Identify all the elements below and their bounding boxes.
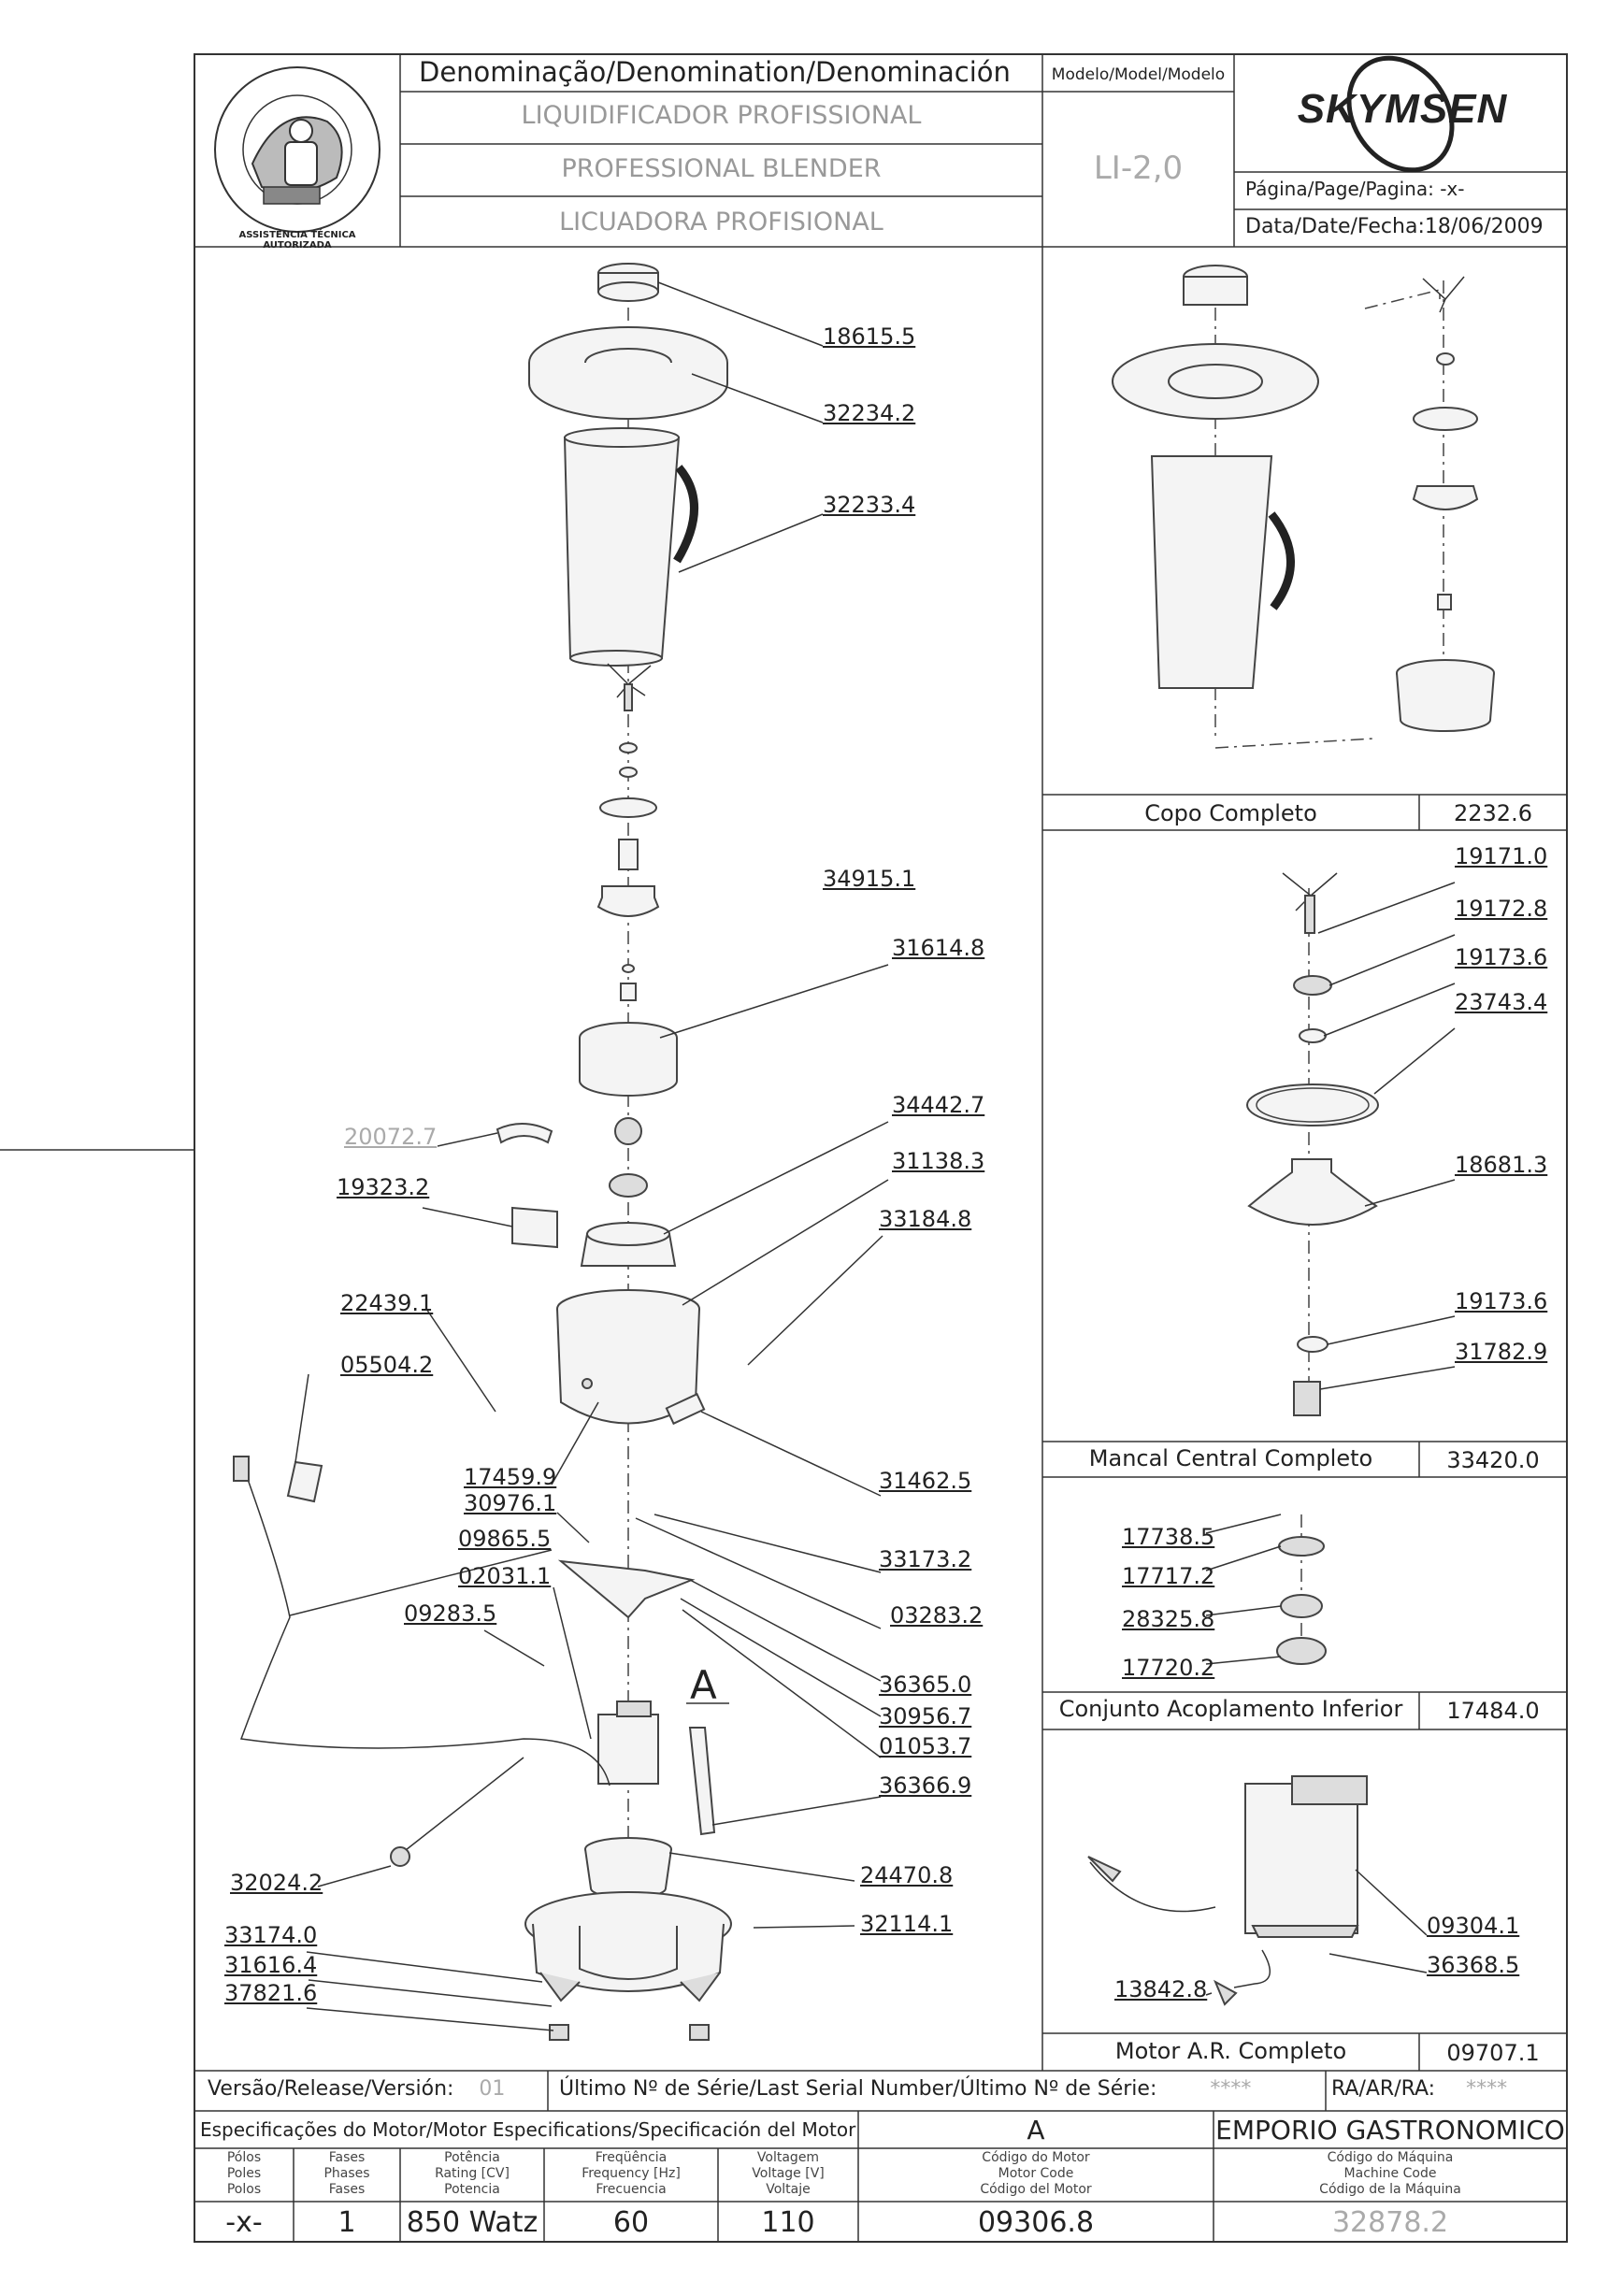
panel-code-copo: 2232.6 [1454, 800, 1532, 826]
spec-header-line: Código do Motor [982, 2150, 1090, 2165]
part-label-36365.0: 36365.0 [879, 1672, 972, 1698]
panel-part-label-17720.2: 17720.2 [1122, 1655, 1215, 1681]
model-value: LI-2,0 [1093, 150, 1184, 187]
panel-title-motor: Motor A.R. Completo [1114, 2038, 1347, 2064]
motor-code-value: 09306.8 [977, 2206, 1095, 2239]
blade [608, 664, 651, 710]
part-label-31614.8: 31614.8 [892, 935, 985, 961]
panel-part-label-18681.3: 18681.3 [1455, 1152, 1548, 1178]
spec-header-machine_code [1214, 2150, 1567, 2198]
version-label [208, 2077, 505, 2101]
base-coupling [585, 1838, 671, 1898]
spec-header-line: Poles [226, 2166, 262, 2181]
ra-label: RA/AR/RA: [1331, 2077, 1436, 2101]
spec-header-freq [544, 2150, 718, 2198]
panel-part-label-17717.2: 17717.2 [1122, 1563, 1215, 1589]
part-label-37821.6: 37821.6 [224, 1980, 318, 2006]
power-value: 850 Watz [406, 2206, 539, 2239]
panel-copo-completo-drawing [1113, 265, 1494, 748]
date-row [1245, 215, 1544, 238]
part-label-33184.8: 33184.8 [879, 1206, 972, 1232]
poles-value: -x- [225, 2206, 263, 2239]
spec-header-motor_code [858, 2150, 1214, 2198]
spec-label: Especificações do Motor/Motor Especifications/Specificación del Motor [200, 2118, 856, 2141]
panel-title-acoplamento: Conjunto Acoplamento Inferior [1058, 1696, 1403, 1722]
version-caption: Versão/Release/Versión: [208, 2077, 454, 2101]
spec-header-line: Phases [323, 2166, 370, 2181]
machine-code-value: 32878.2 [1331, 2206, 1449, 2239]
panel-part-label-13842.8: 13842.8 [1114, 1976, 1208, 2002]
part-label-34915.1: 34915.1 [823, 866, 916, 892]
panel-part-label-28325.8: 28325.8 [1122, 1606, 1215, 1632]
date-value: 18/06/2009 [1424, 215, 1544, 238]
panel-part-label-31782.9: 31782.9 [1455, 1339, 1548, 1365]
spec-header-line: Rating [CV] [435, 2166, 510, 2181]
jar-base-ring [580, 1023, 677, 1096]
detail-marker: A [690, 1662, 717, 1708]
part-label-30976.1: 30976.1 [464, 1490, 557, 1516]
brand-name: SKYMSEN [1297, 86, 1508, 132]
voltage-value: 110 [761, 2206, 815, 2239]
spec-header-voltage [718, 2150, 858, 2198]
part-label-32024.2: 32024.2 [230, 1870, 323, 1896]
panel-code-motor: 09707.1 [1446, 2040, 1540, 2066]
part-label-02031.1: 02031.1 [458, 1563, 552, 1589]
part-label-18615.5: 18615.5 [823, 323, 916, 350]
spec-header-line: Fases [328, 2150, 366, 2165]
spec-header-line: Código de la Máquina [1319, 2182, 1461, 2197]
spec-header-line: Voltage [V] [752, 2166, 825, 2181]
part-label-24470.8: 24470.8 [860, 1862, 954, 1888]
part-label-05504.2: 05504.2 [340, 1352, 434, 1378]
part-label-33174.0: 33174.0 [224, 1922, 318, 1948]
spec-header-power [400, 2150, 544, 2198]
phases-value: 1 [338, 2206, 356, 2239]
product-name-en: PROFESSIONAL BLENDER [561, 154, 882, 183]
spec-header-line: Voltagem [756, 2150, 820, 2165]
part-label-31138.3: 31138.3 [892, 1148, 985, 1174]
spec-header-line: Fases [328, 2182, 366, 2197]
part-label-22439.1: 22439.1 [340, 1290, 434, 1316]
panel-part-label-09304.1: 09304.1 [1427, 1913, 1520, 1939]
spec-header-line: Potencia [444, 2182, 500, 2197]
part-label-33173.2: 33173.2 [879, 1546, 972, 1572]
spec-header-line: Motor Code [998, 2166, 1074, 2181]
part-label-31616.4: 31616.4 [224, 1952, 318, 1978]
authorized-service-seal [215, 67, 380, 232]
part-label-19323.2: 19323.2 [337, 1174, 430, 1200]
part-label-30956.7: 30956.7 [879, 1703, 972, 1729]
spec-header-phases [294, 2150, 400, 2198]
lid [529, 327, 727, 419]
date-label: Data/Date/Fecha: [1245, 215, 1425, 238]
panel-part-label-19173.6: 19173.6 [1455, 944, 1548, 970]
panel-mancal-drawing [1247, 873, 1455, 1415]
model-label: Modelo/Model/Modelo [1051, 65, 1226, 84]
panel-code-mancal: 33420.0 [1446, 1447, 1540, 1473]
page-label: Página/Page/Pagina: -x- [1245, 178, 1465, 200]
part-label-34442.7: 34442.7 [892, 1092, 985, 1118]
part-label-03283.2: 03283.2 [890, 1602, 984, 1629]
spec-header-line: Polos [226, 2182, 262, 2197]
panel-part-label-23743.4: 23743.4 [1455, 989, 1548, 1015]
panel-part-label-19173.6: 19173.6 [1455, 1288, 1548, 1314]
panel-motor-drawing [1088, 1776, 1427, 2004]
jar [565, 428, 695, 666]
lid-cap [598, 264, 658, 301]
part-label-01053.7: 01053.7 [879, 1733, 972, 1759]
part-label-09283.5: 09283.5 [404, 1600, 497, 1627]
spec-header-line: Machine Code [1343, 2166, 1437, 2181]
motor [598, 1701, 658, 1784]
panel-part-label-36368.5: 36368.5 [1427, 1952, 1520, 1978]
spec-header-line: Pólos [226, 2150, 262, 2165]
panel-part-label-19172.8: 19172.8 [1455, 896, 1548, 922]
panel-acoplamento-drawing [1206, 1514, 1326, 1664]
base [525, 1892, 731, 2040]
part-label-32114.1: 32114.1 [860, 1911, 954, 1937]
panel-code-acoplamento: 17484.0 [1446, 1698, 1540, 1724]
part-label-32234.2: 32234.2 [823, 400, 916, 426]
spec-header-line: Potência [444, 2150, 500, 2165]
part-label-09865.5: 09865.5 [458, 1526, 552, 1552]
version-value: 01 [479, 2077, 506, 2101]
spec-header-line: Frecuencia [596, 2182, 667, 2197]
serial-label: Último Nº de Série/Last Serial Number/Último Nº de Série: [559, 2077, 1157, 2101]
panel-title-copo: Copo Completo [1144, 800, 1317, 826]
spec-header-line: Código del Motor [980, 2182, 1092, 2197]
product-name-es: LICUADORA PROFISIONAL [559, 208, 883, 237]
part-label-20072.7: 20072.7 [344, 1124, 438, 1150]
exploded-view [234, 264, 731, 2040]
ra-value: **** [1466, 2077, 1508, 2101]
panel-part-label-17738.5: 17738.5 [1122, 1524, 1215, 1550]
product-name-pt: LIQUIDIFICADOR PROFISSIONAL [521, 101, 922, 130]
serial-row [559, 2077, 1251, 2101]
panel-part-label-19171.0: 19171.0 [1455, 843, 1548, 869]
part-label-32233.4: 32233.4 [823, 492, 916, 518]
motor-housing [557, 1290, 704, 1424]
spec-header-line: Frequency [Hz] [582, 2166, 681, 2181]
denomination-label: Denominação/Denomination/Denominación [419, 56, 1011, 88]
spec-header-poles [194, 2150, 294, 2198]
serial-value: **** [1210, 2077, 1252, 2101]
customer-name: EMPORIO GASTRONOMICO [1215, 2115, 1565, 2145]
motor-variant: A [1027, 2115, 1045, 2145]
spec-header-line: Freqüência [595, 2150, 668, 2165]
frequency-value: 60 [612, 2206, 650, 2239]
ra-row [1331, 2077, 1507, 2101]
spec-header-line: Código do Máquina [1327, 2150, 1454, 2165]
spec-header-line: Voltaje [766, 2182, 811, 2197]
part-label-17459.9: 17459.9 [464, 1464, 557, 1490]
panel-title-mancal: Mancal Central Completo [1088, 1445, 1373, 1471]
part-label-36366.9: 36366.9 [879, 1772, 972, 1799]
seal-text: ASSISTÊNCIA TÉCNICA AUTORIZADA [238, 230, 356, 251]
part-label-31462.5: 31462.5 [879, 1468, 972, 1494]
